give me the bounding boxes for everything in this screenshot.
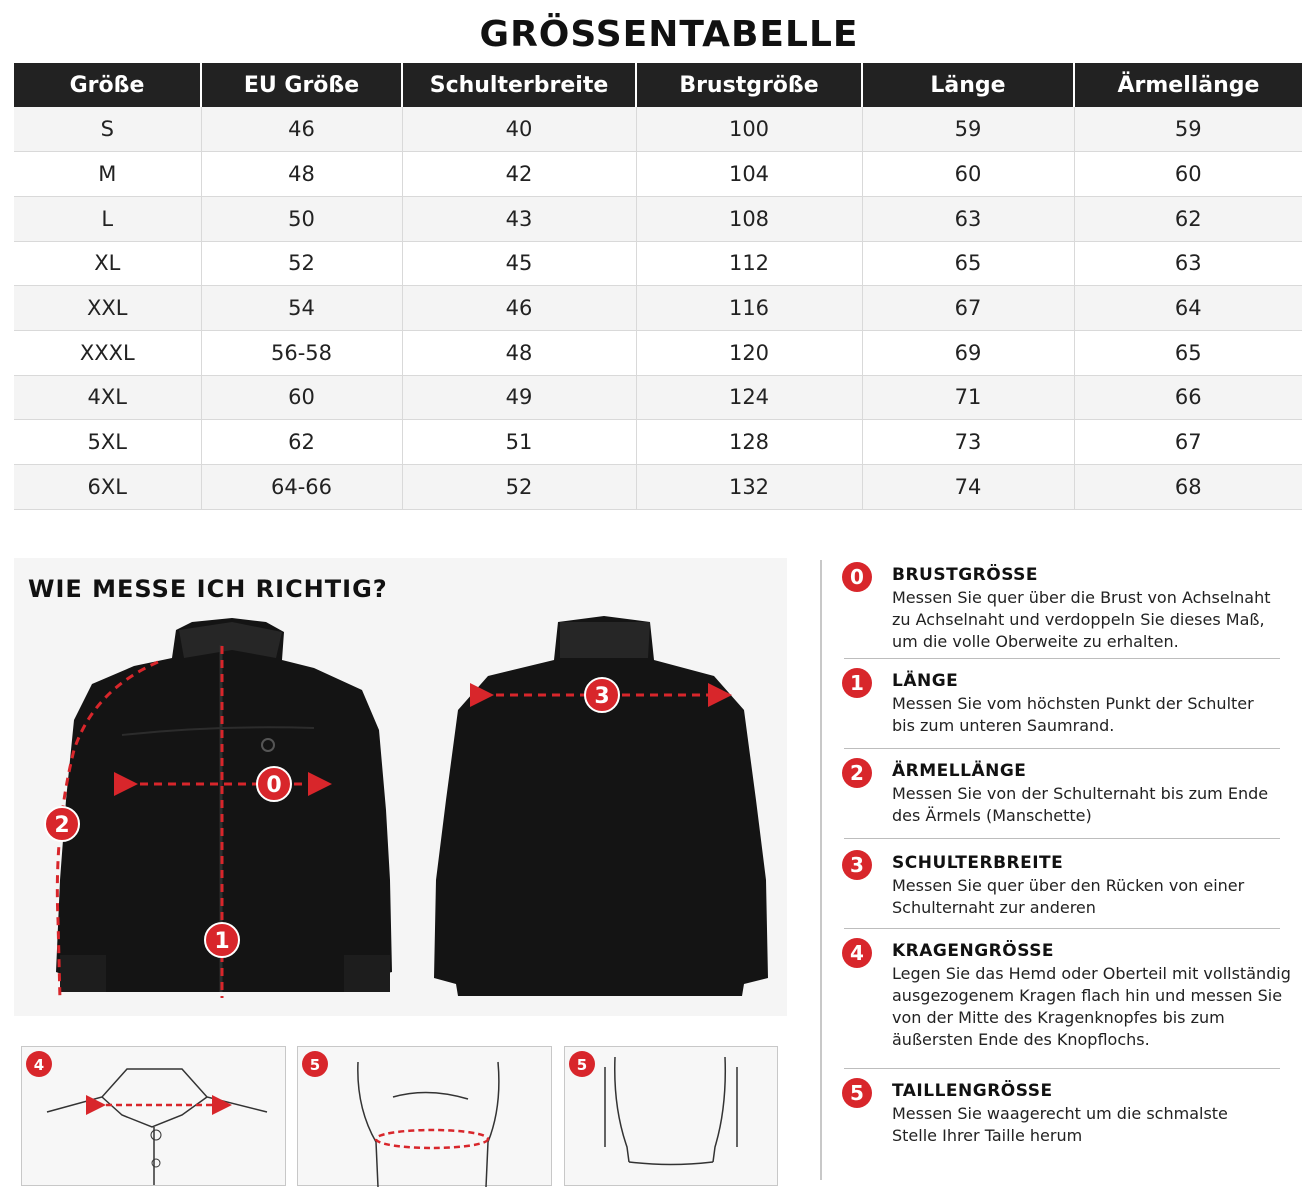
svg-text:0: 0 bbox=[266, 773, 282, 798]
marker-shoulder bbox=[585, 678, 619, 712]
table-cell: 128 bbox=[636, 420, 862, 465]
svg-text:5: 5 bbox=[576, 1056, 588, 1074]
table-cell: 66 bbox=[1074, 375, 1302, 420]
table-cell: 48 bbox=[201, 152, 402, 197]
collar-icon bbox=[22, 1047, 287, 1187]
table-cell: 68 bbox=[1074, 465, 1302, 510]
table-cell: 71 bbox=[862, 375, 1074, 420]
table-cell: XL bbox=[14, 241, 201, 286]
step-separator bbox=[844, 928, 1280, 929]
step-title: SCHULTERBREITE bbox=[892, 853, 1064, 873]
step-title: ÄRMELLÄNGE bbox=[892, 761, 1027, 781]
table-cell: 46 bbox=[201, 107, 402, 152]
table-cell: 54 bbox=[201, 286, 402, 331]
step-separator bbox=[844, 658, 1280, 659]
table-cell: M bbox=[14, 152, 201, 197]
measurement-steps bbox=[820, 540, 1295, 1180]
table-row bbox=[14, 286, 1302, 331]
step-separator bbox=[844, 1068, 1280, 1069]
table-cell: 52 bbox=[201, 241, 402, 286]
step-description-line: Schulternaht zur anderen bbox=[892, 898, 1096, 917]
waist-front-icon bbox=[298, 1047, 553, 1187]
table-cell: 60 bbox=[1074, 152, 1302, 197]
svg-text:2: 2 bbox=[54, 813, 70, 838]
step-separator bbox=[844, 838, 1280, 839]
step-number-badge: 4 bbox=[842, 938, 872, 968]
step-number-badge: 1 bbox=[842, 668, 872, 698]
marker-sleeve bbox=[45, 807, 79, 841]
table-cell: 64-66 bbox=[201, 465, 402, 510]
waist-back-icon bbox=[565, 1047, 779, 1187]
step-description bbox=[892, 693, 1302, 737]
table-cell: 116 bbox=[636, 286, 862, 331]
table-row bbox=[14, 152, 1302, 197]
step-number-badge: 5 bbox=[842, 1078, 872, 1108]
marker-length bbox=[205, 923, 239, 957]
waist-illustration-box-front bbox=[297, 1046, 552, 1186]
table-cell: 60 bbox=[201, 375, 402, 420]
table-cell: 42 bbox=[402, 152, 636, 197]
back-jacket-icon bbox=[434, 616, 768, 996]
measurement-guide-heading: WIE MESSE ICH RICHTIG? bbox=[28, 575, 388, 603]
step-number-badge: 3 bbox=[842, 850, 872, 880]
table-cell: 45 bbox=[402, 241, 636, 286]
table-cell: 65 bbox=[1074, 330, 1302, 375]
step-description-line: des Ärmels (Manschette) bbox=[892, 806, 1092, 825]
table-cell: 59 bbox=[862, 107, 1074, 152]
table-cell: 120 bbox=[636, 330, 862, 375]
table-cell: 64 bbox=[1074, 286, 1302, 331]
table-cell: 108 bbox=[636, 196, 862, 241]
table-cell: 43 bbox=[402, 196, 636, 241]
table-cell: 69 bbox=[862, 330, 1074, 375]
jacket-illustration bbox=[14, 600, 787, 1010]
svg-text:3: 3 bbox=[594, 684, 610, 709]
table-row bbox=[14, 375, 1302, 420]
step-description-line: Stelle Ihrer Taille herum bbox=[892, 1126, 1083, 1145]
step-separator bbox=[844, 748, 1280, 749]
table-cell: 124 bbox=[636, 375, 862, 420]
step-description-line: ausgezogenem Kragen flach hin und messen Sie bbox=[892, 986, 1283, 1005]
step-description-line: bis zum unteren Saumrand. bbox=[892, 716, 1115, 735]
step-description bbox=[892, 963, 1302, 1051]
table-cell: 4XL bbox=[14, 375, 201, 420]
step-description-line: Messen Sie quer über den Rücken von einer bbox=[892, 876, 1245, 895]
step-description-line: Messen Sie von der Schulternaht bis zum Ende bbox=[892, 784, 1269, 803]
table-cell: 67 bbox=[1074, 420, 1302, 465]
table-cell: 40 bbox=[402, 107, 636, 152]
table-row bbox=[14, 465, 1302, 510]
marker-chest bbox=[257, 767, 291, 801]
table-cell: 100 bbox=[636, 107, 862, 152]
step-description-line: äußersten Ende des Knopflochs. bbox=[892, 1030, 1150, 1049]
step-description bbox=[892, 1103, 1302, 1147]
table-cell: 51 bbox=[402, 420, 636, 465]
svg-text:5: 5 bbox=[309, 1056, 321, 1074]
table-cell: 132 bbox=[636, 465, 862, 510]
table-cell: 62 bbox=[201, 420, 402, 465]
step-description-line: zu Achselnaht und verdoppeln Sie dieses Maß, bbox=[892, 610, 1265, 629]
step-title: KRAGENGRÖSSE bbox=[892, 941, 1055, 961]
table-cell: 63 bbox=[862, 196, 1074, 241]
step-description bbox=[892, 587, 1302, 653]
step-description-line: Messen Sie vom höchsten Punkt der Schulter bbox=[892, 694, 1254, 713]
table-cell: 112 bbox=[636, 241, 862, 286]
step-title: LÄNGE bbox=[892, 671, 959, 691]
table-cell: 74 bbox=[862, 465, 1074, 510]
step-description bbox=[892, 783, 1302, 827]
table-cell: 73 bbox=[862, 420, 1074, 465]
table-cell: 59 bbox=[1074, 107, 1302, 152]
table-cell: 49 bbox=[402, 375, 636, 420]
table-cell: 62 bbox=[1074, 196, 1302, 241]
step-description-line: von der Mitte des Kragenknopfes bis zum bbox=[892, 1008, 1225, 1027]
table-row bbox=[14, 420, 1302, 465]
column-header: Ärmellänge bbox=[1074, 63, 1302, 107]
table-row bbox=[14, 330, 1302, 375]
step-description-line: Messen Sie quer über die Brust von Achselnaht bbox=[892, 588, 1271, 607]
step-description-line: Legen Sie das Hemd oder Oberteil mit vollständig bbox=[892, 964, 1291, 983]
table-cell: 65 bbox=[862, 241, 1074, 286]
collar-illustration-box bbox=[21, 1046, 286, 1186]
step-title: BRUSTGRÖSSE bbox=[892, 565, 1039, 585]
table-cell: XXXL bbox=[14, 330, 201, 375]
table-header-row bbox=[14, 63, 1302, 107]
waist-illustration-box-back bbox=[564, 1046, 778, 1186]
table-cell: 6XL bbox=[14, 465, 201, 510]
table-cell: 104 bbox=[636, 152, 862, 197]
table-cell: XXL bbox=[14, 286, 201, 331]
table-cell: 63 bbox=[1074, 241, 1302, 286]
size-table bbox=[14, 63, 1302, 510]
table-cell: 67 bbox=[862, 286, 1074, 331]
table-cell: 60 bbox=[862, 152, 1074, 197]
svg-text:4: 4 bbox=[33, 1056, 45, 1074]
table-cell: 48 bbox=[402, 330, 636, 375]
table-cell: L bbox=[14, 196, 201, 241]
table-row bbox=[14, 107, 1302, 152]
step-description-line: um die volle Oberweite zu erhalten. bbox=[892, 632, 1179, 651]
column-header: Länge bbox=[862, 63, 1074, 107]
column-header: EU Größe bbox=[201, 63, 402, 107]
table-row bbox=[14, 241, 1302, 286]
step-description-line: Messen Sie waagerecht um die schmalste bbox=[892, 1104, 1228, 1123]
table-cell: 50 bbox=[201, 196, 402, 241]
table-cell: S bbox=[14, 107, 201, 152]
table-cell: 52 bbox=[402, 465, 636, 510]
step-title: TAILLENGRÖSSE bbox=[892, 1081, 1053, 1101]
column-header: Schulterbreite bbox=[402, 63, 636, 107]
step-number-badge: 0 bbox=[842, 562, 872, 592]
table-cell: 5XL bbox=[14, 420, 201, 465]
column-header: Größe bbox=[14, 63, 201, 107]
step-number-badge: 2 bbox=[842, 758, 872, 788]
column-header: Brustgröße bbox=[636, 63, 862, 107]
table-cell: 46 bbox=[402, 286, 636, 331]
table-cell: 56-58 bbox=[201, 330, 402, 375]
table-row bbox=[14, 196, 1302, 241]
page-title: GRÖSSENTABELLE bbox=[479, 14, 859, 55]
step-description bbox=[892, 875, 1302, 919]
svg-text:1: 1 bbox=[214, 929, 230, 954]
